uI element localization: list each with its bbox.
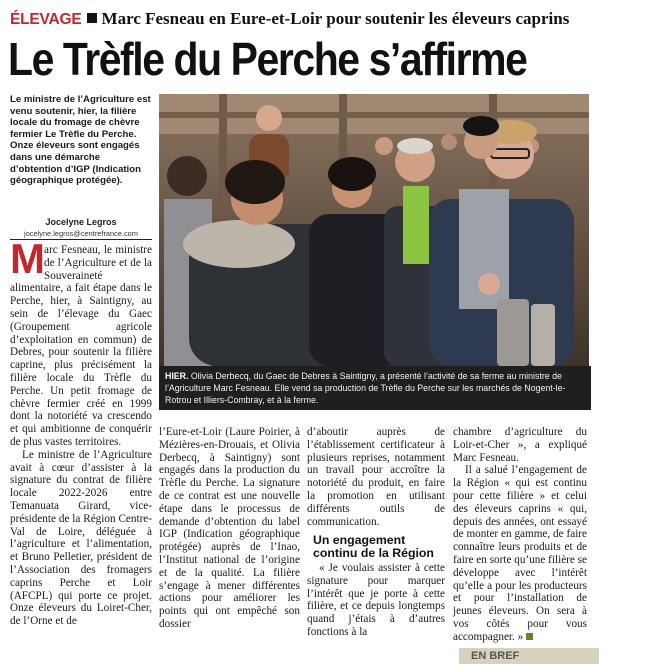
rubric-label: ÉLEVAGE bbox=[10, 11, 82, 28]
barn-scene-illustration bbox=[159, 94, 589, 366]
text-column-2 bbox=[159, 426, 300, 631]
square-bullet-icon bbox=[87, 13, 97, 23]
text-column-3 bbox=[307, 426, 445, 528]
text-column-1 bbox=[10, 244, 152, 628]
body-paragraph: Il a salué l’engagement de la Région « qui est continu pour cette filière » et celui des éleveurs caprins « qui, depuis des années, ont essayé de monter en gamme, de faire connaître leurs produits et de faire en sorte qu’une filière se développe avec l’intérêt qu’elle a pour les producteurs et pour l’installation de jeunes éleveurs. On sera à vos côtés pour vous accompagner. » bbox=[453, 464, 587, 643]
body-paragraph: Le ministre de l’Agriculture avait à cœur d’assister à la signature du contrat de filière locale 2022-2026 entre Temanuata Girard, vice-présidente de la Région Centre-Val de Loire, déléguée à l’agriculture et l’alimentation, et Bruno Pelletier, président de l’Association des fromagers caprins Perche et Loir (AFCPL) qui porte ce projet. Onze éleveurs du Loiret-Cher, de l’Orne et de bbox=[10, 448, 152, 628]
byline-author: Jocelyne Legros bbox=[45, 217, 117, 227]
body-paragraph: arc Fesneau, le ministre de l’Agriculture et de la Souveraineté alimentaire, a fait étape dans le Perche, hier, à Saintigny, au sein de l’élevage du Gaec (Groupement agricole d’exploitation en commun) de Debres, pour soutenir la filière caprine, plus précisément la filière locale du Trèfle du Perche. Un petit fromage de chèvre fermier créé en 1999 dont la notoriété va crescendo et qui ambitionne de conquérir de plus vastes territoires. bbox=[10, 244, 152, 448]
caption-label: HIER. bbox=[165, 371, 189, 381]
kicker bbox=[10, 9, 658, 33]
body-paragraph: d’aboutir auprès de l’établissement certificateur à plusieurs reprises, notamment un travail pour accroître la notoriété du produit, en faire la promotion en utilisant différents outils de communication. bbox=[307, 426, 445, 528]
intro-lead: Le ministre de l’Agriculture est venu soutenir, hier, la filière locale du fromage de chèvre fermier Le Trèfle du Perche. Onze éleveurs sont engagés dans une démarche d’obtention d’IGP (Indication géographique protégée). bbox=[10, 94, 151, 187]
drop-cap: M bbox=[10, 235, 45, 282]
body-paragraph: chambre d’agriculture du Loir-et-Cher », a expliqué Marc Fesneau. bbox=[453, 426, 587, 464]
en-bref-tab: EN BREF bbox=[459, 648, 599, 664]
article-photo bbox=[159, 94, 589, 366]
section-subhead: Un engagement continu de la Région bbox=[313, 533, 434, 560]
headline: Le Trèfle du Perche s’affirme bbox=[8, 33, 527, 85]
caption-text: Olivia Derbecq, du Gaec de Debres à Saintigny, a présenté l’activité de sa ferme au ministre de l’Agriculture Marc Fesneau. Elle vend sa production de Trèfle du Perche sur les marchés de Nogent-le-Rotrou et Illiers-Combray, et à la ferme. bbox=[165, 371, 566, 405]
kicker-subject: Marc Fesneau en Eure-et-Loir pour soutenir les éleveurs caprins bbox=[101, 9, 570, 28]
text-column-3-continued bbox=[307, 562, 445, 639]
body-paragraph: « Je voulais assister à cette signature pour marquer l’intérêt que je porte à cette filière, et ce depuis longtemps quand j’étais à d’autres fonctions à la bbox=[307, 562, 445, 638]
body-paragraph: l’Eure-et-Loir (Laure Poirier, à Mézières-en-Drouais, et Olivia Derbecq, à Saintigny) sont engagés dans la production du Trèfle du Perche. La signature de ce contrat est une nouvelle étape dans le processus de demande d’obtention du label IGP (Indication géographique protégée) auprès de l’Inao, l’Institut national de l’origine et de la qualité. La filière s’engage à mener différentes actions pour améliorer les points qui ont empêché son dossier bbox=[159, 426, 300, 630]
end-of-article-icon bbox=[526, 633, 533, 640]
text-column-4 bbox=[453, 426, 587, 644]
photo-caption bbox=[159, 366, 591, 410]
byline-email: jocelyne.legros@centrefrance.com bbox=[24, 229, 138, 238]
